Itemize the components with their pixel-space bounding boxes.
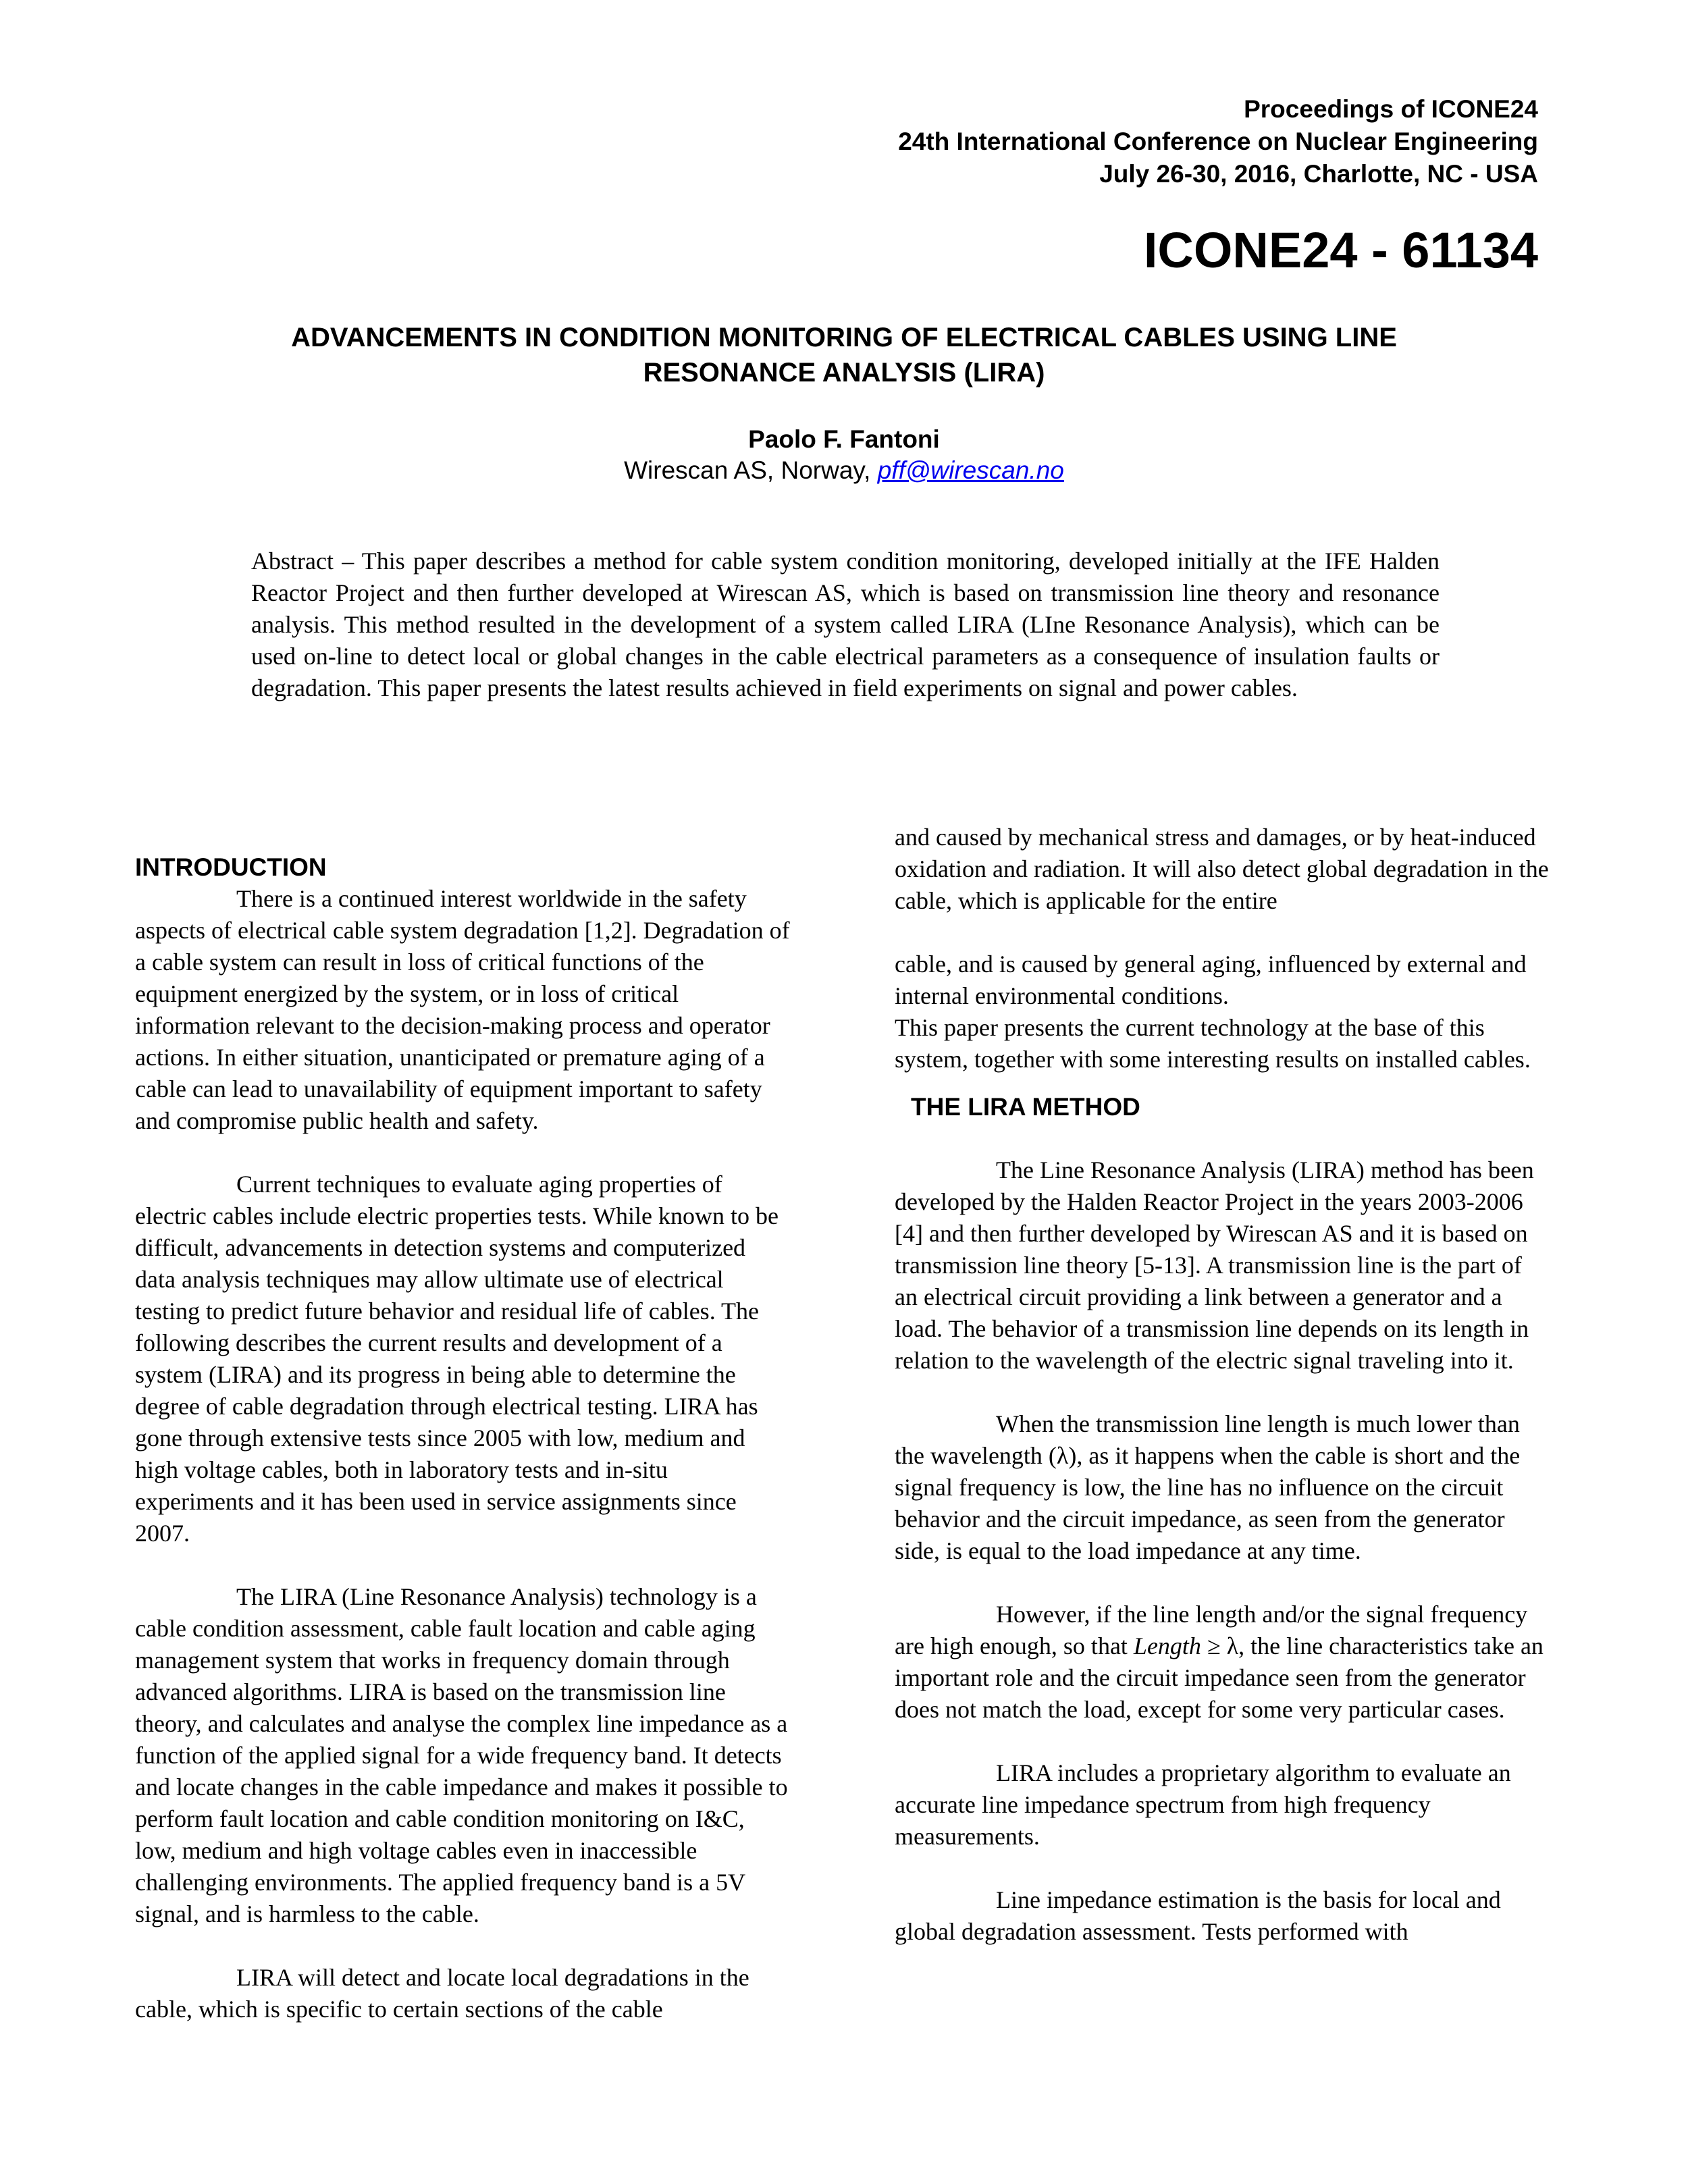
paper-title-line1: ADVANCEMENTS IN CONDITION MONITORING OF ELECTRICAL CABLES USING LINE	[291, 323, 1397, 352]
lira-paragraph-2: When the transmission line length is much lower than the wavelength (λ), as it happens when the cable is short and the signal frequency is low, the line has no influence on the circuit behavior and the circuit impedance, as seen from the generator side, is equal to the load impedance at any time.	[895, 1410, 1521, 1564]
paper-title	[135, 320, 1553, 390]
lira-paragraph-3-text-b: ≥ λ, the line characteristics take an important role and the circuit impedance seen from the generator does not match the load, except for some very particular cases.	[895, 1632, 1544, 1723]
paper-title-line2: RESONANCE ANALYSIS (LIRA)	[643, 358, 1045, 388]
intro-paragraph-4: LIRA will detect and locate local degradations in the cable, which is specific to certain sections of the cable	[135, 1964, 749, 2023]
intro-paragraph-1: There is a continued interest worldwide in the safety aspects of electrical cable system degradation [1,2]. Degradation of a cable system can result in loss of critical functions of the equipment energized by the system, or in loss of critical information relevant to the decision-making process and operator actions. In either situation, unanticipated or premature aging of a cable can lead to unavailability of equipment important to safety and compromise public health and safety.	[135, 885, 790, 1134]
right-column	[895, 822, 1550, 1948]
introduction-heading: INTRODUCTION	[135, 853, 327, 881]
author-name: Paolo F. Fantoni	[748, 425, 940, 453]
conference-name: 24th International Conference on Nuclear Engineering	[898, 128, 1538, 155]
abstract: Abstract – This paper describes a method for cable system condition monitoring, developed initially at the IFE Halden Reactor Project and then further developed at Wirescan AS, which is based on transmission line theory and resonance analysis. This method resulted in the development of a system called LIRA (LIne Resonance Analysis), which can be used on-line to detect local or global changes in the cable electrical parameters as a consequence of insulation faults or degradation. This paper presents the latest results achieved in field experiments on signal and power cables.	[251, 548, 1440, 701]
affiliation-text: Wirescan AS, Norway,	[624, 456, 878, 484]
paper-id: ICONE24 - 61134	[1143, 222, 1538, 278]
left-column	[135, 852, 790, 2025]
intro-paragraph-3: The LIRA (Line Resonance Analysis) technology is a cable condition assessment, cable fault location and cable aging management system that works in frequency domain through advanced algorithms. LIRA is based on the transmission line theory, and calculates and analyse the complex line impedance as a function of the applied signal for a wide frequency band. It detects and locate changes in the cable impedance and makes it possible to perform fault location and cable condition monitoring on I&C, low, medium and high voltage cables even in inaccessible challenging environments. The applied frequency band is a 5V signal, and is harmless to the cable.	[135, 1583, 788, 1927]
conference-date-location: July 26-30, 2016, Charlotte, NC - USA	[1099, 160, 1538, 188]
intro-paragraph-2: Current techniques to evaluate aging properties of electric cables include electric properties tests. While known to be difficult, advancements in detection systems and computerized data analysis techniques may allow ultimate use of electrical testing to predict future behavior and residual life of cables. The following describes the current results and development of a system (LIRA) and its progress in being able to determine the degree of cable degradation through electrical testing. LIRA has gone through extensive tests since 2005 with low, medium and high voltage cables, both in laboratory tests and in-situ experiments and it has been used in service assignments since 2007.	[135, 1171, 779, 1547]
lira-method-heading: THE LIRA METHOD	[911, 1093, 1140, 1121]
lira-paragraph-5: Line impedance estimation is the basis for local and global degradation assessment. Tests performed with	[895, 1886, 1501, 1945]
length-formula: Length	[1133, 1632, 1201, 1659]
proceedings-header	[898, 93, 1538, 190]
lira-paragraph-3	[895, 1599, 1550, 1726]
right-paragraph-1: and caused by mechanical stress and damages, or by heat-induced oxidation and radiation. It will also detect global degradation in the cable, which is applicable for the entire	[895, 824, 1549, 914]
author-affiliation	[135, 455, 1553, 486]
right-paragraph-3: This paper presents the current technology at the base of this system, together with some interesting results on installed cables.	[895, 1014, 1531, 1073]
lira-paragraph-1: The Line Resonance Analysis (LIRA) method has been developed by the Halden Reactor Project in the years 2003-2006 [4] and then further developed by Wirescan AS and it is based on transmission line theory [5-13]. A transmission line is the part of an electrical circuit providing a link between a generator and a load. The behavior of a transmission line depends on its length in relation to the wavelength of the electric signal traveling into it.	[895, 1156, 1534, 1374]
proceedings-title: Proceedings of ICONE24	[1244, 95, 1538, 123]
author-email-link[interactable]: pff@wirescan.no	[877, 456, 1064, 484]
right-paragraph-2: cable, and is caused by general aging, influenced by external and internal environmental conditions.	[895, 951, 1527, 1009]
lira-paragraph-3-text-a: However, if the line length and/or the signal frequency are high enough, so that	[895, 1601, 1528, 1659]
lira-paragraph-4: LIRA includes a proprietary algorithm to evaluate an accurate line impedance spectrum from high frequency measurements.	[895, 1759, 1511, 1850]
